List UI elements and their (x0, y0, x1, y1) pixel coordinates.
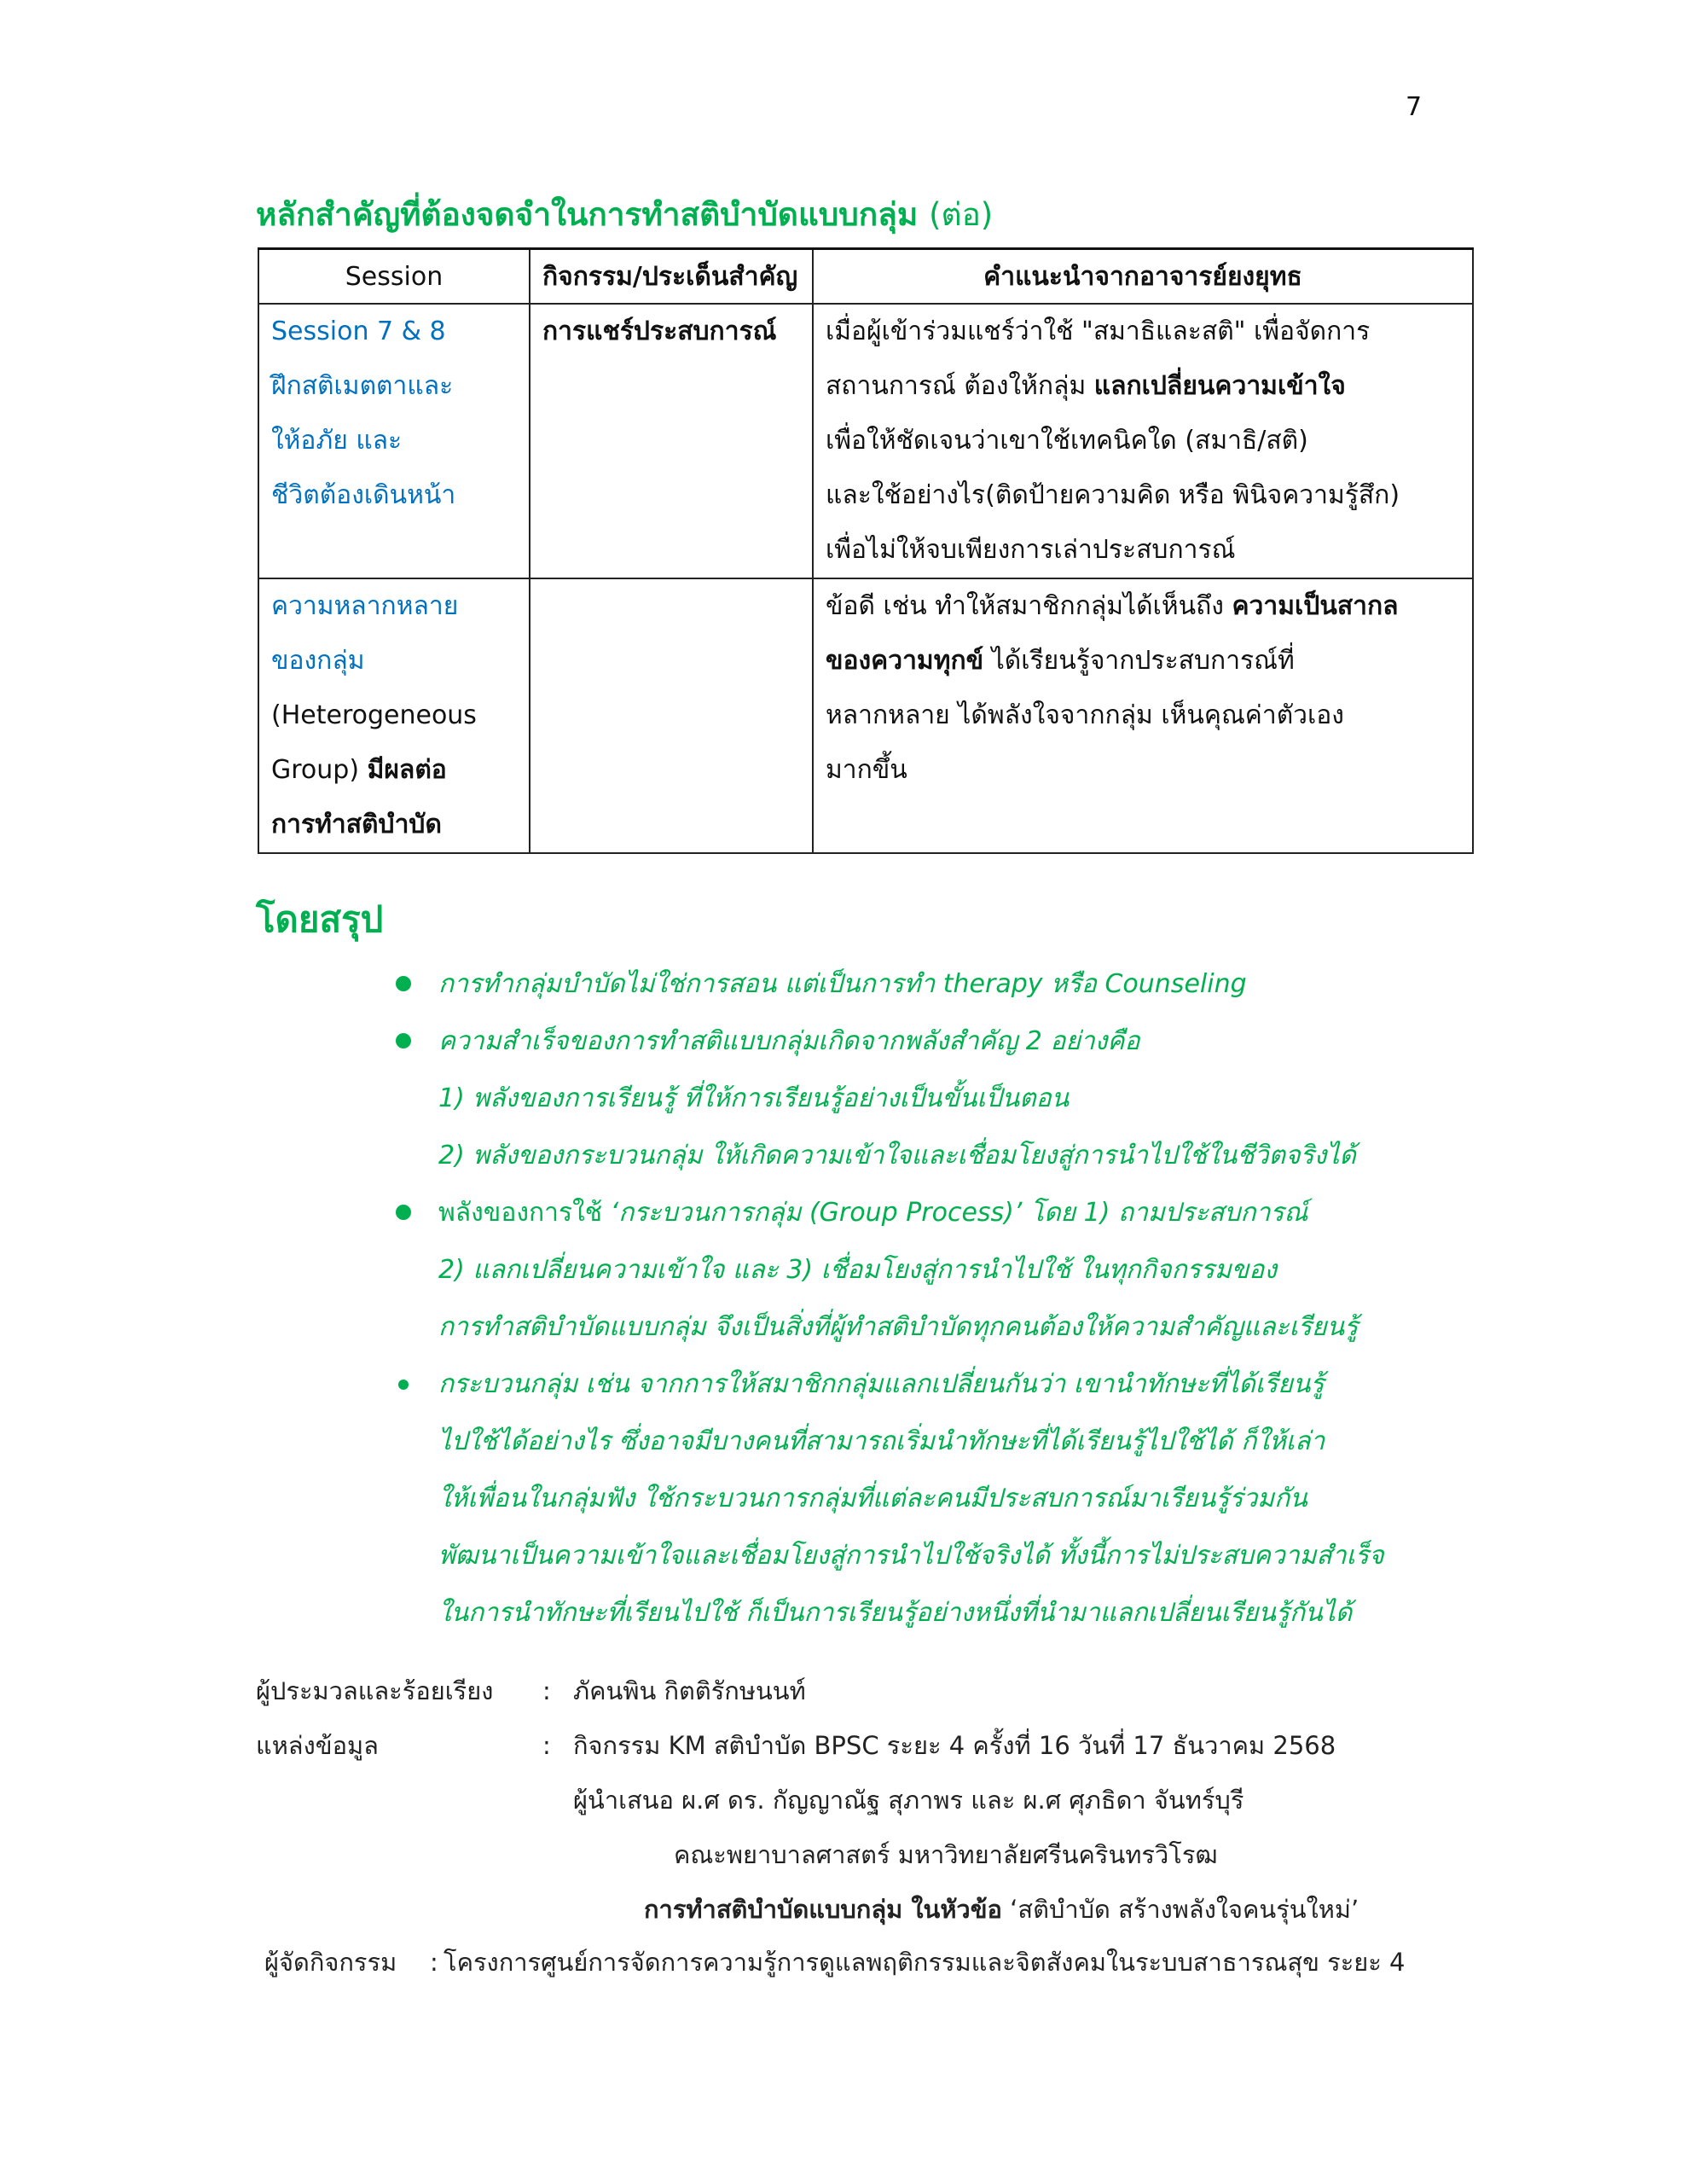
section-title-suffix: (ต่อ) (929, 196, 994, 233)
bullet-line (438, 1184, 1467, 1241)
presenters: ผู้นำเสนอ ผ.ศ ดร. กัญญาณัฐ สุภาพร และ ผ.ศ ศุภธิดา จันทร์บุรี (573, 1786, 1244, 1815)
summary-bullet (392, 1356, 1467, 1641)
session-line: ของกลุ่ม (271, 646, 365, 676)
advice-line (826, 359, 1460, 414)
organizer-label: ผู้จัดกิจกรรม (264, 1948, 397, 1977)
bullet-line: 1) พลังของการเรียนรู้ ที่ให้การเรียนรู้อย่างเป็นขั้นเป็นตอน (438, 1083, 1070, 1113)
bullet-icon (396, 976, 411, 991)
session-cell (258, 304, 530, 578)
advice-emphasis: ของความทุกข์ (826, 646, 984, 676)
bullet-text: ‘กระบวนการกลุ่ม (Group Process)’ โดย 1) ถามประสบการณ์ (610, 1198, 1308, 1228)
source-label: แหล่งข้อมูล (256, 1731, 379, 1760)
table-row (258, 304, 1473, 578)
bullet-text: พลังของการใช้ (438, 1198, 611, 1228)
table-header-row (258, 249, 1473, 305)
session-line: การทำสติบำบัด (271, 810, 442, 839)
advice-cell (813, 578, 1473, 853)
organizer-colon: : (430, 1948, 438, 1977)
table-row (258, 578, 1473, 853)
bullet-icon (398, 1380, 409, 1390)
source-value: กิจกรรม KM สติบำบัด BPSC ระยะ 4 ครั้งที่ 16 วันที่ 17 ธันวาคม 2568 (573, 1731, 1336, 1760)
bullet-line: การทำกลุ่มบำบัดไม่ใช่การสอน แต่เป็นการทำ therapy หรือ Counseling (438, 969, 1247, 999)
topic (644, 1882, 1359, 1937)
organizer-value: โครงการศูนย์การจัดการความรู้การดูแลพฤติกรรมและจิตสังคมในระบบสาธารณสุข ระยะ 4 (443, 1948, 1406, 1977)
compiler-colon: : (542, 1676, 551, 1705)
session-line: (Heterogeneous (271, 700, 477, 730)
session-text: Group) (271, 755, 368, 785)
header-session: Session (258, 249, 530, 305)
activity-cell (530, 578, 813, 853)
advice-text: ข้อดี เช่น ทำให้สมาชิกกลุ่มได้เห็นถึง (826, 591, 1232, 621)
header-advice: คำแนะนำจากอาจารย์ยงยุทธ (813, 249, 1473, 305)
activity-text: การแชร์ประสบการณ์ (542, 317, 777, 346)
advice-line: เพื่อให้ชัดเจนว่าเขาใช้เทคนิคใด (สมาธิ/สติ) (826, 426, 1308, 456)
advice-line: เพื่อไม่ให้จบเพียงการเล่าประสบการณ์ (826, 535, 1236, 565)
summary-title: โดยสรุป (256, 898, 384, 940)
summary-bullet-list (392, 956, 1467, 1641)
advice-line (826, 634, 1460, 688)
header-activity: กิจกรรม/ประเด็นสำคัญ (530, 249, 813, 305)
summary-bullet (392, 1184, 1467, 1356)
session-line: ฝึกสติเมตตาและ (271, 371, 454, 401)
summary-bullet (392, 1013, 1467, 1184)
advice-line (826, 579, 1460, 634)
session-line: ให้อภัย และ (271, 426, 403, 456)
session-cell (258, 578, 530, 853)
page-number: 7 (1406, 92, 1423, 122)
bullet-line: ไปใช้ได้อย่างไร ซึ่งอาจมีบางคนที่สามารถเริ่มนำทักษะที่ได้เรียนรู้ไปใช้ได้ ก็ให้เล่า (438, 1426, 1325, 1456)
faculty: คณะพยาบาลศาสตร์ มหาวิทยาลัยศรีนครินทรวิโรฒ (674, 1840, 1218, 1869)
activity-text (542, 579, 800, 634)
advice-text: ได้เรียนรู้จากประสบการณ์ที่ (983, 646, 1295, 676)
bullet-line: กระบวนกลุ่ม เช่น จากการให้สมาชิกกลุ่มแลกเปลี่ยนกันว่า เขานำทักษะที่ได้เรียนรู้ (438, 1369, 1325, 1399)
section-title (256, 189, 993, 240)
activity-cell (530, 304, 813, 578)
bullet-line: 2) แลกเปลี่ยนความเข้าใจ และ 3) เชื่อมโยงสู่การนำไปใช้ ในทุกกิจกรรมของ (438, 1255, 1277, 1285)
bullet-line: ความสำเร็จของการทำสติแบบกลุ่มเกิดจากพลังสำคัญ 2 อย่างคือ (438, 1026, 1140, 1056)
section-title-text: หลักสำคัญที่ต้องจดจำในการทำสติบำบัดแบบกลุ่ม (256, 196, 919, 233)
session-line (271, 743, 517, 798)
bullet-line: 2) พลังของกระบวนกลุ่ม ให้เกิดความเข้าใจและเชื่อมโยงสู่การนำไปใช้ในชีวิตจริงได้ (438, 1141, 1356, 1170)
bullet-line: พัฒนาเป็นความเข้าใจและเชื่อมโยงสู่การนำไปใช้จริงได้ ทั้งนี้การไม่ประสบความสำเร็จ (438, 1541, 1384, 1571)
session-line: ชีวิตต้องเดินหน้า (271, 480, 456, 510)
advice-cell (813, 304, 1473, 578)
bullet-line: การทำสติบำบัดแบบกลุ่ม จึงเป็นสิ่งที่ผู้ทำสติบำบัดทุกคนต้องให้ความสำคัญและเรียนรู้ (438, 1312, 1359, 1342)
advice-line: มากขึ้น (826, 755, 907, 785)
topic-bold: การทำสติบำบัดแบบกลุ่ม ในหัวข้อ (644, 1895, 1002, 1924)
bullet-icon (396, 1033, 411, 1048)
source-colon: : (542, 1731, 551, 1760)
bullet-line: ในการนำทักษะที่เรียนไปใช้ ก็เป็นการเรียนรู้อย่างหนึ่งที่นำมาแลกเปลี่ยนเรียนรู้กันได้ (438, 1598, 1353, 1628)
principles-table (258, 247, 1474, 854)
bullet-icon (396, 1205, 411, 1220)
advice-line: เมื่อผู้เข้าร่วมแชร์ว่าใช้ "สมาธิและสติ" เพื่อจัดการ (826, 317, 1371, 346)
summary-bullet (392, 956, 1467, 1013)
topic-title: ‘สติบำบัด สร้างพลังใจคนรุ่นใหม่’ (1001, 1895, 1359, 1924)
advice-emphasis: แลกเปลี่ยนความเข้าใจ (1093, 371, 1346, 401)
advice-line: หลากหลาย ได้พลังใจจากกลุ่ม เห็นคุณค่าตัวเอง (826, 700, 1344, 730)
advice-emphasis: ความเป็นสากล (1232, 591, 1399, 621)
compiler-label: ผู้ประมวลและร้อยเรียง (256, 1676, 494, 1705)
bullet-line: ให้เพื่อนในกลุ่มฟัง ใช้กระบวนการกลุ่มที่แต่ละคนมีประสบการณ์มาเรียนรู้ร่วมกัน (438, 1484, 1307, 1513)
session-emphasis: มีผลต่อ (367, 755, 447, 785)
session-line: Session 7 & 8 (271, 317, 446, 346)
advice-line: และใช้อย่างไร(ติดป้ายความคิด หรือ พินิจความรู้สึก) (826, 480, 1400, 510)
compiler-value: ภัคนพิน กิตติรักษนนท์ (573, 1676, 806, 1705)
session-line: ความหลากหลาย (271, 591, 459, 621)
advice-text: สถานการณ์ ต้องให้กลุ่ม (826, 371, 1094, 401)
